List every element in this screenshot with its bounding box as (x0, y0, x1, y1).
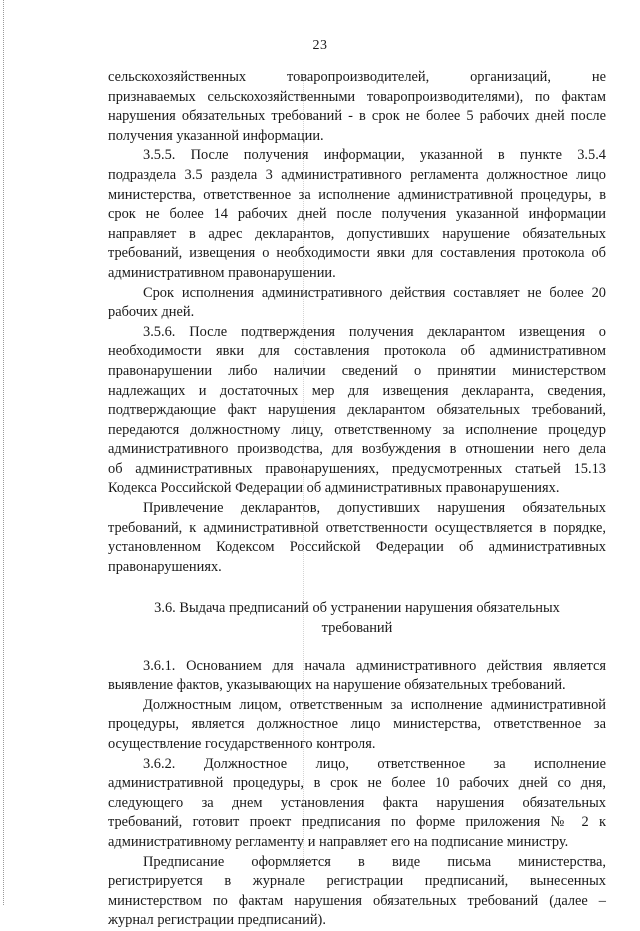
text-line: выявление фактов, указывающих на нарушение обязательных требований. (108, 677, 566, 694)
paragraphs-after-heading (108, 657, 606, 931)
paragraph (108, 499, 606, 577)
text-line: об административных правонарушениях, предусмотренных статьей 15.13 (108, 460, 606, 477)
text-line: Кодекса Российской Федерации об административных правонарушениях. (108, 480, 560, 497)
section-heading-line-2: требований (321, 620, 393, 637)
text-line: подтверждающие факт нарушения декларантом обязательных требований, (108, 402, 606, 419)
text-line: признаваемых сельскохозяйственными товаропроизводителями), по фактам (108, 88, 606, 105)
text-line: Должностным лицом, ответственным за исполнение административной (143, 696, 606, 713)
text-line: требований, к административной ответственности осуществляется в порядке, (108, 519, 606, 536)
text-line: требований, извещения о необходимости явки для составления протокола об (108, 245, 606, 262)
text-line: сельскохозяйственных товаропроизводителей, организаций, не (108, 69, 606, 85)
text-line: следующего за днем установления факта нарушения обязательных (108, 794, 606, 811)
text-line: подраздела 3.5 раздела 3 административного регламента должностное лицо (108, 166, 606, 183)
text-line: административного производства, для возбуждения в отношении него дела (108, 441, 606, 458)
page-number: 23 (312, 38, 328, 53)
text-line: административном правонарушении. (108, 264, 336, 281)
text-line: журнал регистрации предписаний). (108, 912, 326, 929)
paragraph (108, 696, 606, 755)
text-line: административной процедуры, в срок не более 10 рабочих дней со дня, (108, 775, 606, 792)
text-line: 3.5.5. После получения информации, указанной в пункте 3.5.4 (143, 147, 606, 164)
text-line: срок не более 14 рабочих дней после получения указанной информации (108, 206, 606, 223)
text-line: 3.5.6. После подтверждения получения декларантом извещения о (143, 323, 606, 340)
document-body (108, 68, 606, 931)
text-line: регистрируется в журнале регистрации предписаний, вынесенных (108, 873, 606, 890)
text-line: правонарушениях. (108, 558, 222, 575)
text-line: Срок исполнения административного действия составляет не более 20 (143, 284, 606, 301)
text-line: Предписание оформляется в виде письма министерства, (143, 853, 606, 870)
paragraph (108, 68, 606, 146)
text-line: получения указанной информации. (108, 127, 324, 144)
text-line: рабочих дней. (108, 304, 195, 321)
text-line: установленном Кодексом Российской Федерации об административных (108, 539, 606, 556)
text-line: направляет в адрес декларантов, допустивших нарушение обязательных (108, 225, 606, 242)
text-line: министерством по фактам нарушения обязательных требований (далее – (108, 892, 606, 909)
section-heading-line-1: 3.6. Выдача предписаний об устранении нарушения обязательных (154, 600, 560, 617)
paragraph (108, 755, 606, 853)
text-line: осуществление государственного контроля. (108, 736, 376, 752)
text-line: правонарушении либо наличии сведений о принятии министерством (108, 362, 606, 379)
text-line: процедуры, является должностное лицо министерства, ответственное за (108, 716, 606, 733)
text-line: требований, готовит проект предписания по форме приложения № 2 к (108, 814, 606, 831)
text-line: 3.6.2. Должностное лицо, ответственное за исполнение (143, 755, 606, 772)
heading-spacer (108, 639, 606, 657)
text-line: передаются должностному лицу, ответственному за исполнение процедур (108, 421, 606, 438)
text-line: административному регламенту и направляет его на подписание министру. (108, 833, 569, 850)
paragraphs-before-heading (108, 68, 606, 577)
paragraph (108, 853, 606, 931)
paragraph (108, 323, 606, 499)
text-line: нарушения обязательных требований - в срок не более 5 рабочих дней после (108, 108, 606, 125)
scan-edge (3, 0, 4, 905)
heading-spacer (108, 577, 606, 599)
paragraph (108, 146, 606, 283)
paragraph (108, 657, 606, 696)
text-line: надлежащих и достаточных мер для извещения декларанта, сведения, (108, 382, 606, 399)
text-line: 3.6.1. Основанием для начала административного действия является (143, 657, 606, 674)
text-line: необходимости явки для составления протокола об административном (108, 343, 606, 360)
text-line: Привлечение декларантов, допустивших нарушения обязательных (143, 500, 606, 517)
section-heading (108, 599, 606, 638)
paragraph (108, 284, 606, 323)
text-line: министерства, ответственное за исполнение административной процедуры, в (108, 186, 606, 203)
